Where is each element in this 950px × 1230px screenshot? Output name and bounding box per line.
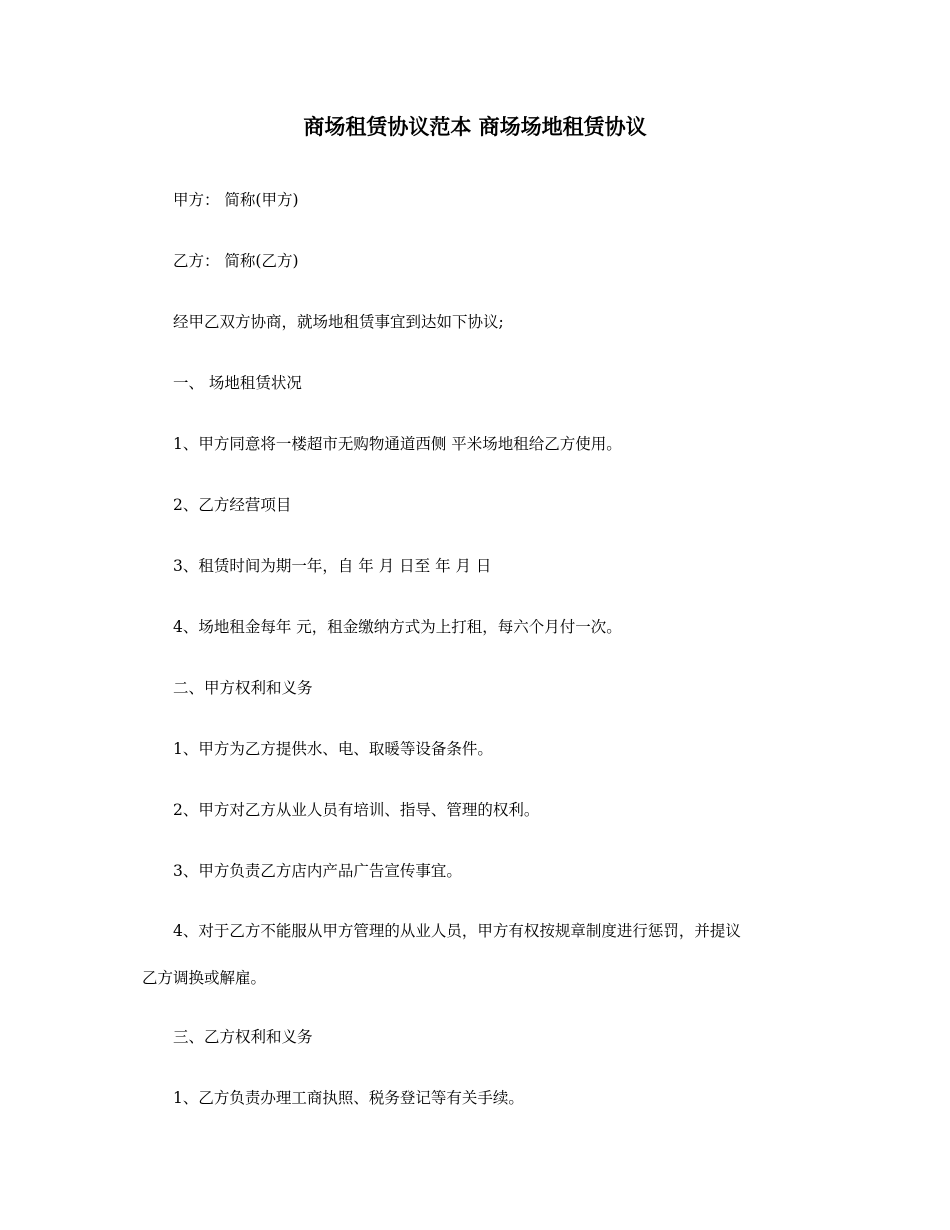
clause-3-1: 1、乙方负责办理工商执照、税务登记等有关手续。 — [173, 1089, 524, 1107]
clause-2-1: 1、甲方为乙方提供水、电、取暖等设备条件。 — [173, 740, 493, 758]
section-heading-2: 二、甲方权利和义务 — [173, 679, 313, 697]
clause-1-3: 3、租赁时间为期一年，自 年 月 日至 年 月 日 — [173, 557, 492, 575]
clause-2-4-continued: 乙方调换或解雇。 — [142, 969, 267, 987]
party-a-line: 甲方： 简称(甲方) — [173, 191, 299, 209]
party-b-line: 乙方： 简称(乙方) — [173, 252, 299, 270]
intro-paragraph: 经甲乙双方协商，就场地租赁事宜到达如下协议; — [173, 313, 504, 331]
clause-2-4: 4、对于乙方不能服从甲方管理的从业人员，甲方有权按规章制度进行惩罚，并提议 — [173, 922, 741, 940]
clause-1-2: 2、乙方经营项目 — [173, 496, 292, 514]
document-title: 商场租赁协议范本 商场场地租赁协议 — [303, 114, 647, 139]
section-heading-3: 三、乙方权利和义务 — [173, 1028, 313, 1046]
clause-1-1: 1、甲方同意将一楼超市无购物通道西侧 平米场地租给乙方使用。 — [173, 435, 622, 453]
section-heading-1: 一、 场地租赁状况 — [173, 374, 302, 392]
clause-2-3: 3、甲方负责乙方店内产品广告宣传事宜。 — [173, 862, 462, 880]
clause-2-2: 2、甲方对乙方从业人员有培训、指导、管理的权利。 — [173, 801, 540, 819]
clause-1-4: 4、场地租金每年 元，租金缴纳方式为上打租，每六个月付一次。 — [173, 618, 622, 636]
